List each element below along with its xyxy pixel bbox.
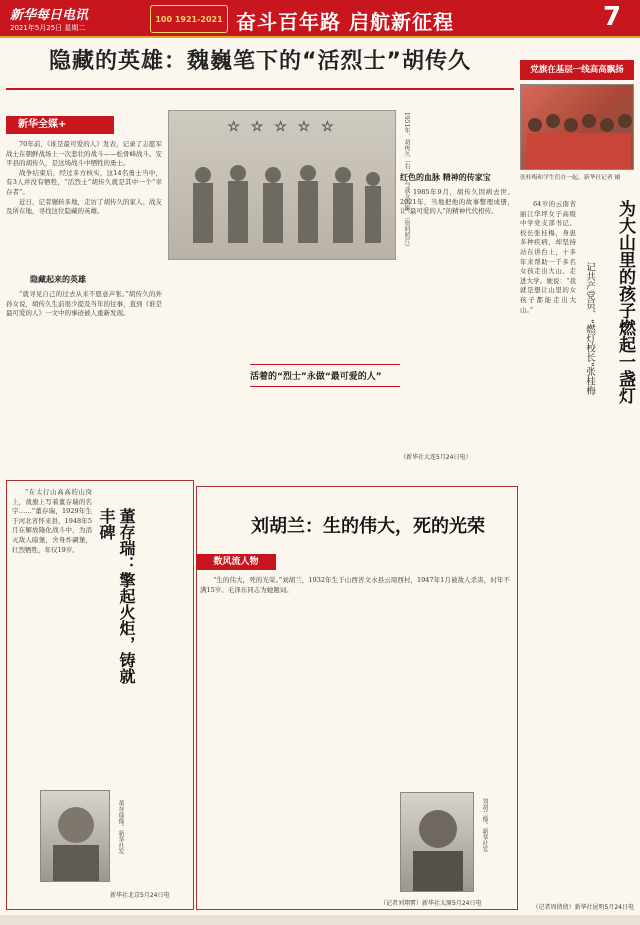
page-slogan: 奋斗百年路 启航新征程 — [236, 10, 454, 34]
article3-section-tag: 数风流人物 — [196, 554, 276, 570]
article1-credit: （新华社大连5月24日电） — [400, 454, 472, 461]
teacher-students-photo — [520, 84, 634, 170]
paragraph: “在太行山高高的山岗上，战旗上写着董存瑞的名字……”董存瑞，1929年生于河北省怀来县，1948年5月在解放隆化战斗中，为消灭敌人暗堡，舍身炸碉堡，壮烈牺牲，年仅19岁。 — [12, 488, 92, 554]
article1-body-col4 — [400, 188, 514, 458]
photo-banner-icon: ☆ ☆ ☆ ☆ ☆ — [227, 119, 337, 135]
article1-subhead-1: 隐藏起来的英雄 — [30, 275, 86, 284]
masthead — [0, 0, 640, 38]
right-subhead: 记共产党员、“燃灯校长”张桂梅 — [584, 262, 595, 396]
portrait-icon — [41, 791, 110, 882]
brand-title: 新华每日电讯 — [10, 8, 89, 23]
paragraph: “就寻见自己的过去从来不愿意声张。”胡传久的外孙女说，胡传久生前很少提及当年的往事，直到《谁是最可爱的人》一文中的事迹被人重新发现。 — [6, 290, 162, 318]
paragraph: 1985年9月，胡传久因病去世。2021年，当地把他的故事整理成册，让“最可爱的人”的精神代代相传。 — [400, 188, 514, 216]
historic-photo — [168, 110, 396, 260]
portrait-icon — [401, 793, 474, 892]
paragraph: 70年前，《谁是最可爱的人》发表，记录了志愿军战士在朝鲜战场上一次悲壮的战斗——松骨峰战斗。安平县的胡传久，是这场战斗中牺牲的勇士。 — [6, 140, 162, 168]
right-photo-caption: 张桂梅和学生们在一起。新华社记者 摄 — [520, 175, 621, 181]
crowd-icon — [521, 85, 634, 170]
page-footer — [0, 915, 640, 925]
article1-body-col1 — [6, 140, 162, 270]
soldiers-group-icon — [183, 155, 383, 255]
dong-cunrui-portrait — [40, 790, 110, 882]
article1-subhead-2: 活着的“烈士”永做“最可爱的人” — [250, 364, 400, 387]
article3-headline: 刘胡兰：生的伟大，死的光荣 — [251, 516, 485, 537]
article1-body-col1b — [6, 290, 162, 490]
article3-credit: （记者刘翔霄）新华社太原5月24日电 — [380, 900, 482, 907]
photo-caption: 1951年，胡传久（右二）与战友合影。（资料照片） — [403, 112, 410, 251]
headline-rule — [6, 88, 514, 90]
right-headline: 为大山里的孩子燃起一盏灯 — [615, 200, 635, 404]
article3-body — [200, 576, 510, 776]
right-body — [520, 200, 576, 900]
paragraph: “生的伟大，死的光荣。”刘胡兰，1932年生于山西省文水县云周西村，1947年1月被敌人杀害，时年不满15岁。毛泽东同志为她题词。 — [200, 576, 510, 594]
centenary-emblem: 100 1921-2021 — [150, 5, 228, 33]
paragraph: 64岁的云南省丽江华坪女子高级中学党支部书记、校长张桂梅，身患多种疾病，却坚持站在讲台上，十多年来帮助一千多名女孩走出大山、走进大学。她说：“我就是想让山里的女孩子都能走出大山。” — [520, 200, 576, 314]
paragraph: 近日，记者辗转多地，走访了胡传久的家人、战友及所在地，寻找这位隐藏的英雄。 — [6, 197, 162, 216]
article2-credit: 新华社北京5月24日电 — [110, 892, 170, 899]
right-section-tag: 党旗在基层一线高高飘扬 — [520, 60, 634, 80]
right-credit: （记者周倩倩）新华社昆明5月24日电 — [532, 904, 634, 911]
article1-subhead-3: 红色的血脉 精神的传家宝 — [400, 173, 491, 182]
article2-body-left — [12, 488, 92, 738]
article1-headline: 隐藏的英雄：魏巍笔下的“活烈士”胡传久 — [49, 49, 471, 74]
article3-portrait-caption: 刘胡兰像。新华社发 — [481, 798, 488, 852]
liu-hulan-portrait — [400, 792, 474, 892]
article2-portrait-caption: 董存瑞像。新华社发 — [117, 800, 124, 854]
issue-date: 2021年5月25日 星期二 — [10, 24, 86, 32]
page-number: 7 — [602, 2, 622, 32]
paragraph: 战争结束后，经过多方核实，这14名勇士当中，有3人并没有牺牲，“活烈士”胡传久就是其中一个“幸存者”。 — [6, 168, 162, 196]
section-tag: 新华全媒+ — [6, 116, 114, 134]
article2-headline: 董存瑞：擎起火炬，铸就丰碑 — [97, 508, 136, 684]
